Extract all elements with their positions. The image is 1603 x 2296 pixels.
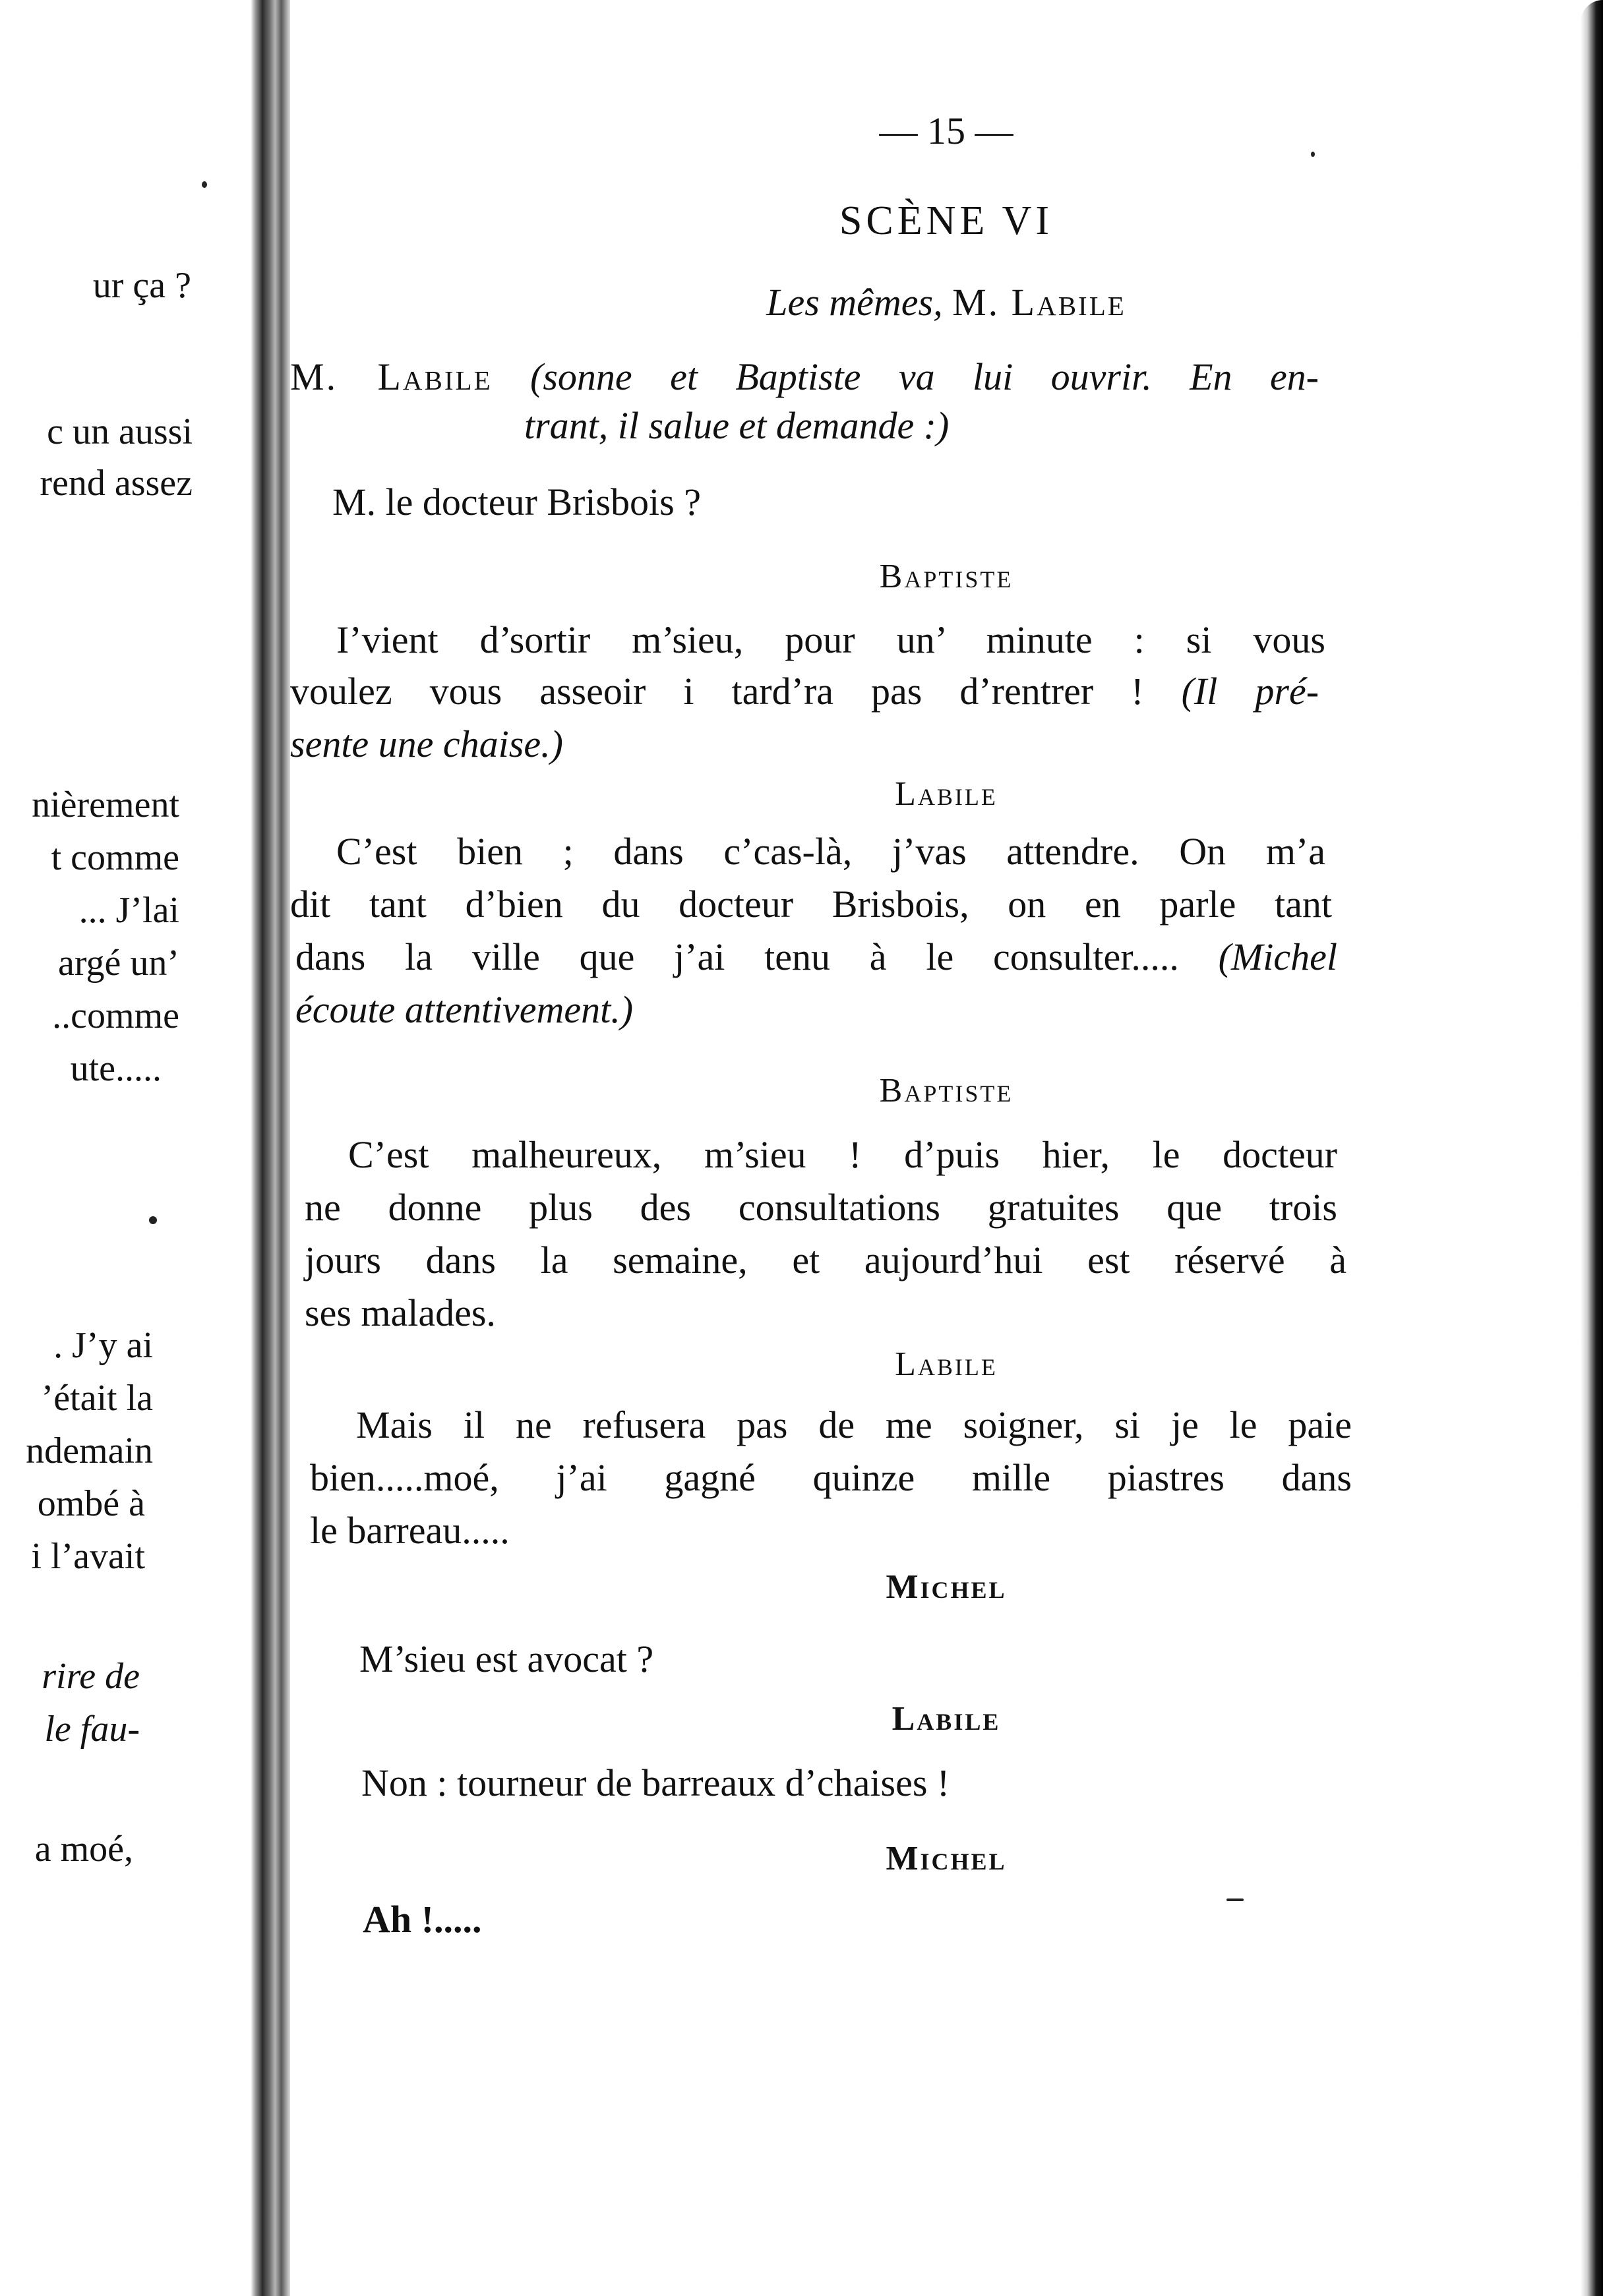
cast-line: [290, 280, 1602, 324]
opening-line-1: [290, 355, 1319, 398]
cast-name: M. Labile: [952, 281, 1126, 324]
opening-direction-1: (sonne et Baptiste va lui ouvrir. En en-: [530, 355, 1319, 398]
dialogue-line: C’est malheureux, m’sieu ! d’puis hier, le docteur: [348, 1133, 1337, 1176]
dialogue-line: Mais il ne refusera pas de me soigner, si je le paie: [356, 1403, 1352, 1446]
stage-direction: écoute attentivement.): [295, 988, 634, 1031]
left-page-line: t comme: [51, 837, 179, 878]
speaker-michel: Michel: [886, 1840, 1007, 1877]
speaker-baptiste: Baptiste: [879, 558, 1013, 595]
dialogue-text: dans la ville que j’ai tenu à le consulter.....: [295, 935, 1179, 978]
left-page-line: le fau-: [44, 1709, 140, 1750]
dialogue-line: [290, 672, 1319, 711]
speaker-michel: Michel: [886, 1568, 1007, 1606]
opening-speaker: M. Labile: [290, 355, 493, 398]
dialogue-line: Ah !.....: [363, 1898, 482, 1941]
opening-direction-2: trant, il salue et demande :): [524, 404, 950, 447]
dialogue-line: I’vient d’sortir m’sieu, pour un’ minute : si vous: [336, 618, 1325, 661]
stage-direction: (Michel: [1218, 935, 1337, 978]
right-page: [290, 0, 1603, 2296]
dialogue-line: M’sieu est avocat ?: [359, 1637, 654, 1680]
left-facing-page: [0, 0, 251, 2296]
ink-speck: [1226, 1899, 1244, 1901]
left-page-line: ur ça ?: [92, 265, 191, 306]
dialogue-line: [295, 935, 1337, 978]
dialogue-line: jours dans la semaine, et aujourd’hui est réservé à: [305, 1239, 1346, 1281]
left-page-line: ombé à: [37, 1483, 145, 1524]
speaker-labile: Labile: [895, 1345, 998, 1383]
dialogue-line: dit tant d’bien du docteur Brisbois, on en parle tant: [290, 883, 1332, 926]
stage-direction: sente une chaise.): [290, 722, 563, 765]
left-page-line: ute.....: [70, 1048, 162, 1089]
dialogue-line: ses malades.: [305, 1291, 496, 1334]
page-number: — 15 —: [879, 109, 1013, 152]
left-page-line: ’était la: [41, 1378, 153, 1419]
left-page-line: ... J’lai: [78, 890, 179, 931]
left-page-line: ndemain: [26, 1430, 153, 1471]
left-page-line: . J’y ai: [53, 1325, 153, 1366]
stage-direction: (Il pré-: [1181, 670, 1319, 713]
ink-speck: [1311, 152, 1315, 157]
speaker-labile: Labile: [895, 775, 998, 813]
left-page-line: c un aussi: [47, 411, 193, 452]
book-gutter: [251, 0, 290, 2296]
left-page-line: rend assez: [40, 463, 193, 504]
left-page-line: rire de: [42, 1656, 140, 1697]
dialogue-line: bien.....moé, j’ai gagné quinze mille piastres dans: [310, 1456, 1352, 1499]
page-edge-shadow: [1581, 0, 1603, 2296]
ink-speck: [149, 1216, 157, 1224]
dialogue-line: le barreau.....: [310, 1509, 510, 1552]
left-page-line: i l’avait: [31, 1536, 145, 1577]
cast-italic: Les mêmes,: [766, 281, 943, 324]
dialogue-text: voulez vous asseoir i tard’ra pas d’rentrer !: [290, 670, 1144, 713]
dialogue-line: Non : tourneur de barreaux d’chaises !: [361, 1761, 950, 1804]
scene-title: SCÈNE VI: [839, 198, 1054, 243]
left-page-line: ..comme: [52, 995, 179, 1036]
left-page-line: argé un’: [58, 943, 179, 984]
speaker-baptiste: Baptiste: [879, 1072, 1013, 1109]
dialogue-line: C’est bien ; dans c’cas-là, j’vas attendre. On m’a: [336, 830, 1325, 873]
left-page-line: a moé,: [34, 1829, 133, 1869]
opening-speech: M. le docteur Brisbois ?: [332, 481, 701, 523]
left-page-line: nièrement: [32, 784, 179, 825]
ink-speck: [202, 181, 207, 188]
dialogue-line: ne donne plus des consultations gratuites que trois: [305, 1186, 1337, 1229]
speaker-labile: Labile: [892, 1700, 1001, 1738]
